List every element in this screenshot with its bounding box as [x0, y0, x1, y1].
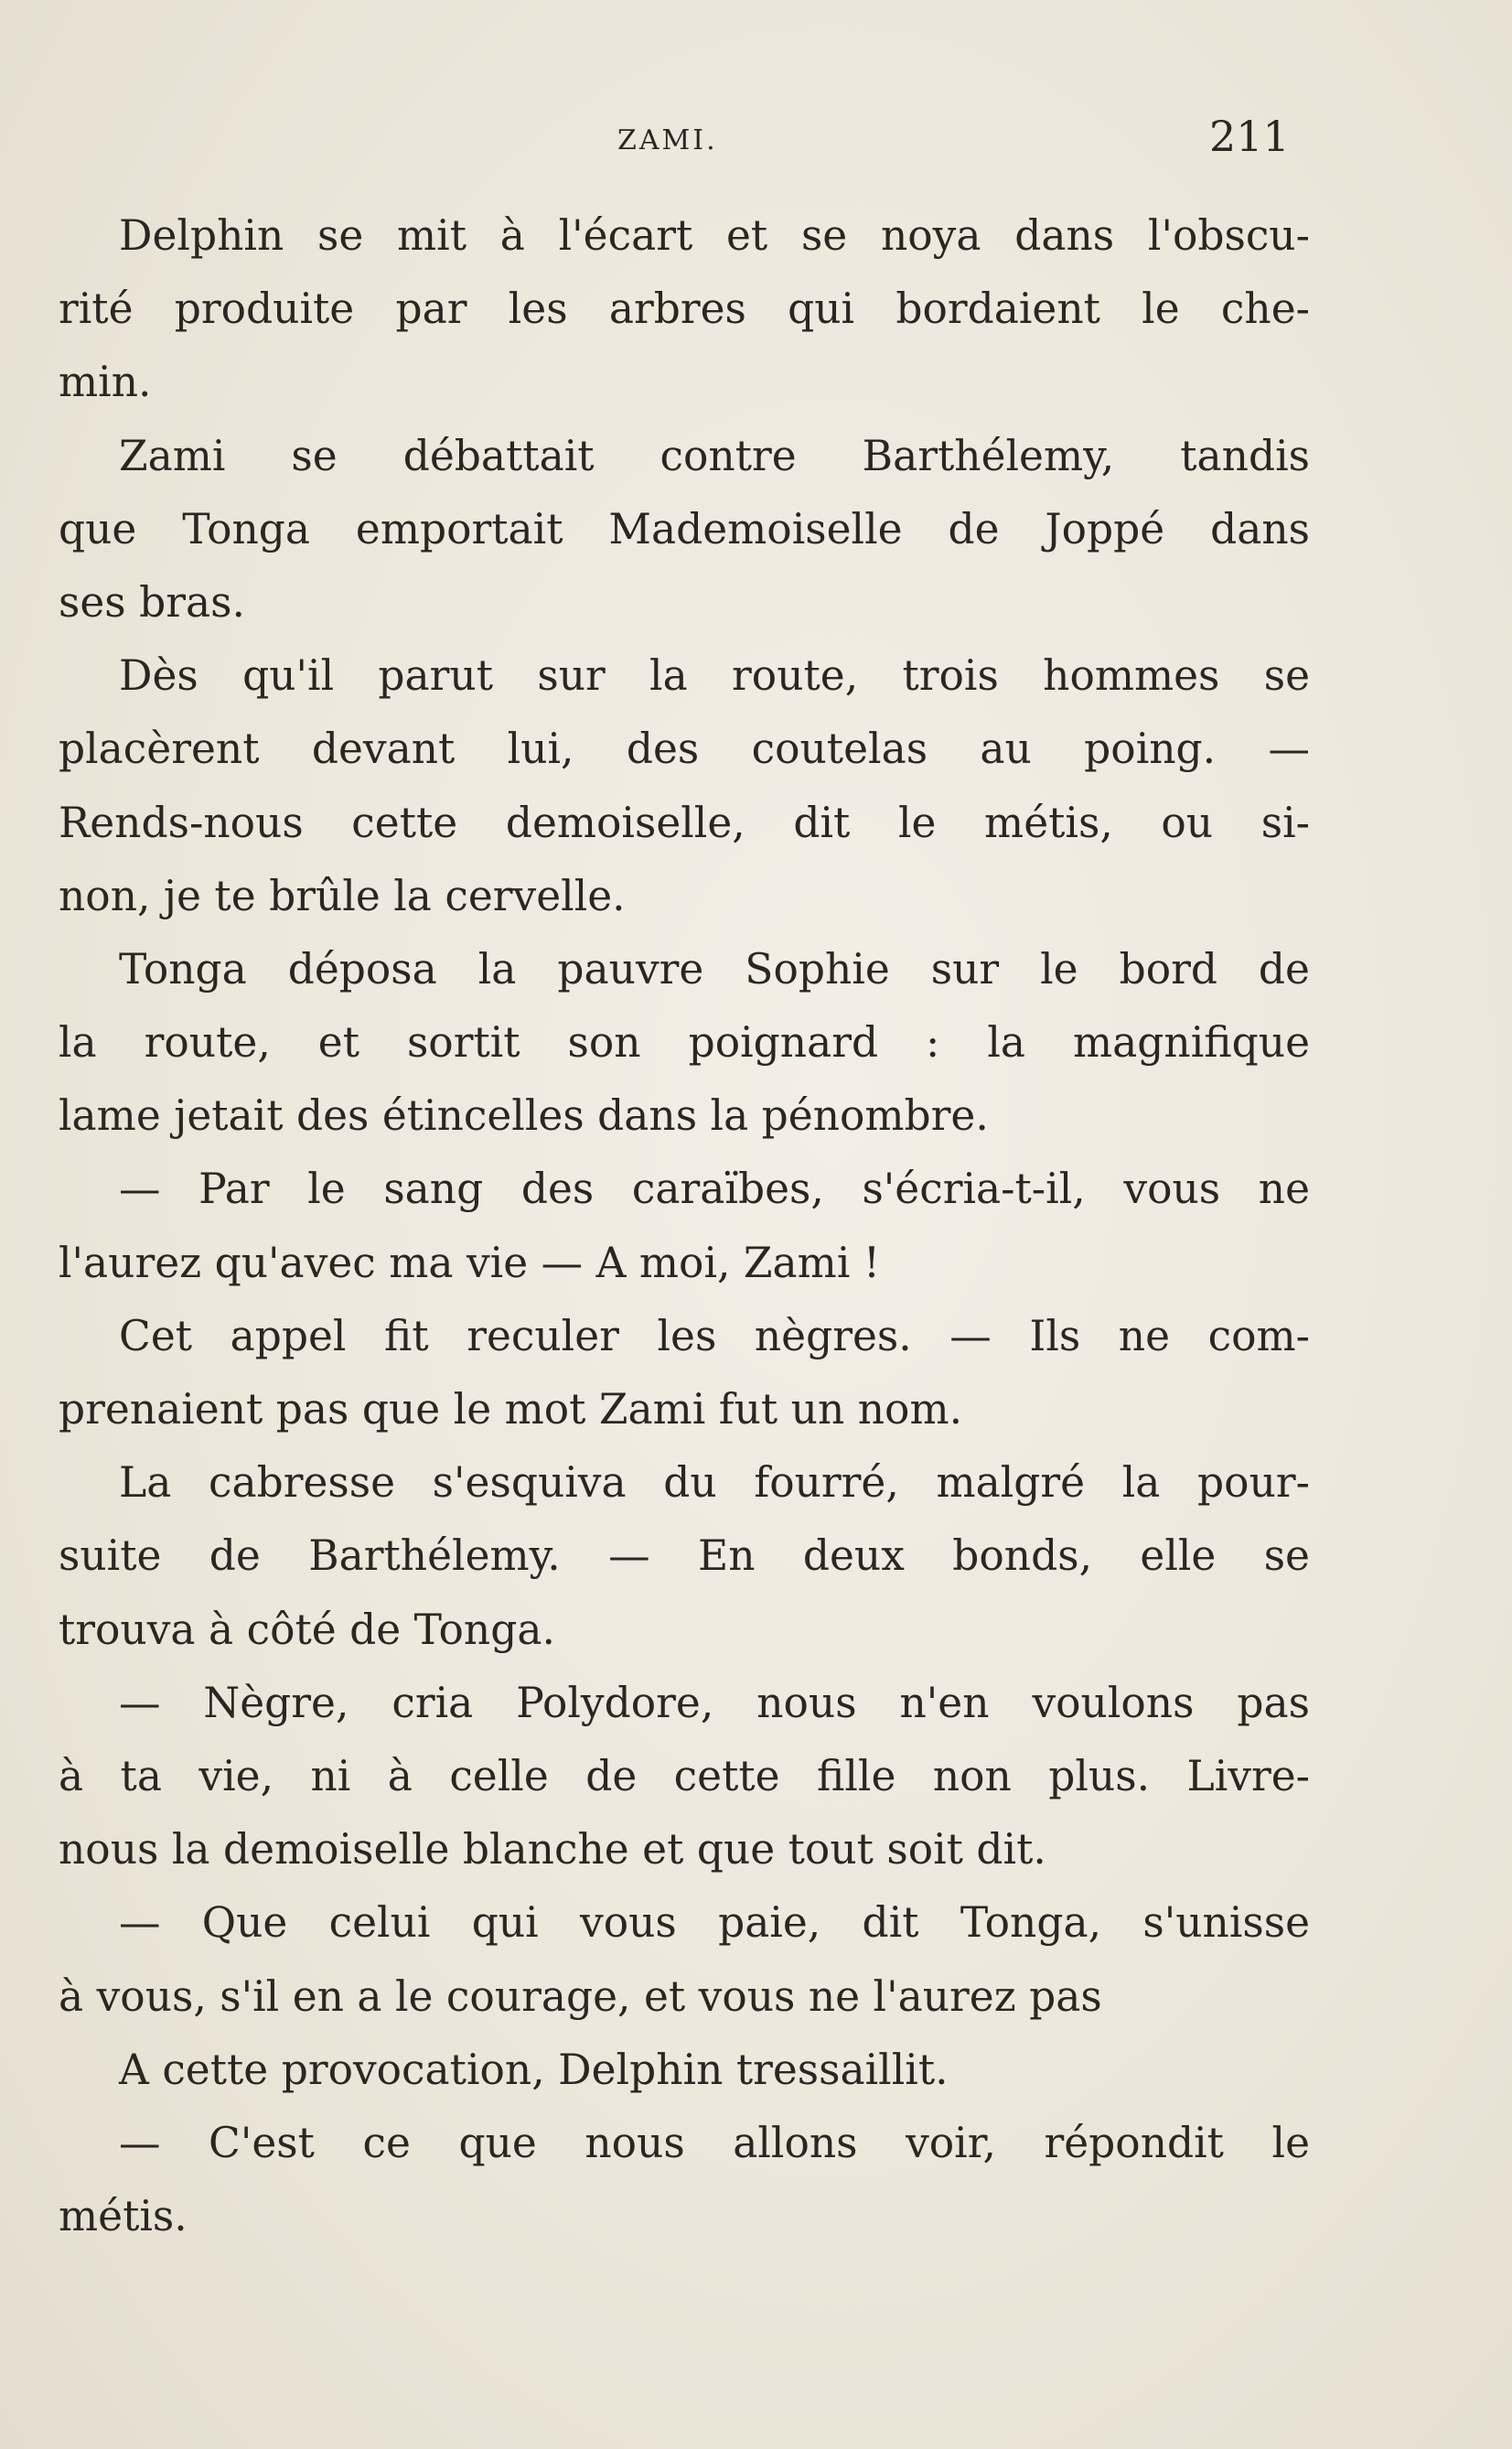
text-line: métis. [59, 2192, 188, 2241]
text-line: non, je te brûle la cervelle. [59, 871, 626, 920]
text-line: A cette provocation, Delphin tressaillit. [119, 2045, 949, 2094]
text-line: suite de Barthélemy. — En deux bonds, elle se [59, 1531, 1310, 1581]
running-head [0, 112, 1512, 166]
text-line: rité produite par les arbres qui bordaient le che- [59, 285, 1310, 334]
text-line: l'aurez qu'avec ma vie — A moi, Zami ! [59, 1238, 881, 1287]
text-line: Delphin se mit à l'écart et se noya dans l'obscu- [119, 211, 1310, 260]
text-line: placèrent devant lui, des coutelas au poing. — [59, 725, 1310, 774]
text-line: à vous, s'il en a le courage, et vous ne l'aurez pas [59, 1971, 1102, 2021]
text-line: min. [59, 358, 152, 407]
text-line: trouva à côté de Tonga. [59, 1605, 555, 1654]
text-line: la route, et sortit son poignard : la magnifique [59, 1018, 1310, 1068]
text-line: La cabresse s'esquiva du fourré, malgré la pour- [119, 1458, 1310, 1508]
text-line: — Par le sang des caraïbes, s'écria-t-il, vous ne [119, 1165, 1310, 1214]
text-line: ses bras. [59, 577, 245, 627]
running-title: ZAMI. [617, 124, 718, 156]
page-number: 211 [1209, 112, 1290, 161]
text-line: Dès qu'il parut sur la route, trois hommes se [119, 651, 1310, 701]
text-line: à ta vie, ni à celle de cette fille non plus. Livre- [59, 1751, 1310, 1800]
text-line: Zami se débattait contre Barthélemy, tandis [119, 431, 1310, 480]
text-line: Cet appel fit reculer les nègres. — Ils ne com- [119, 1311, 1310, 1360]
text-line: prenaient pas que le mot Zami fut un nom. [59, 1385, 963, 1434]
text-line: Rends-nous cette demoiselle, dit le métis, ou si- [59, 798, 1310, 847]
text-line: — Nègre, cria Polydore, nous n'en voulons pas [119, 1678, 1310, 1727]
text-line: — Que celui qui vous paie, dit Tonga, s'unisse [119, 1898, 1310, 1948]
text-line: nous la demoiselle blanche et que tout soit dit. [59, 1825, 1046, 1874]
text-line: lame jetait des étincelles dans la pénombre. [59, 1091, 989, 1141]
text-line: — C'est ce que nous allons voir, répondit le [119, 2118, 1310, 2167]
text-line: Tonga déposa la pauvre Sophie sur le bord de [119, 944, 1310, 994]
body-text [59, 199, 1310, 2253]
text-line: que Tonga emportait Mademoiselle de Joppé dans [59, 504, 1310, 553]
